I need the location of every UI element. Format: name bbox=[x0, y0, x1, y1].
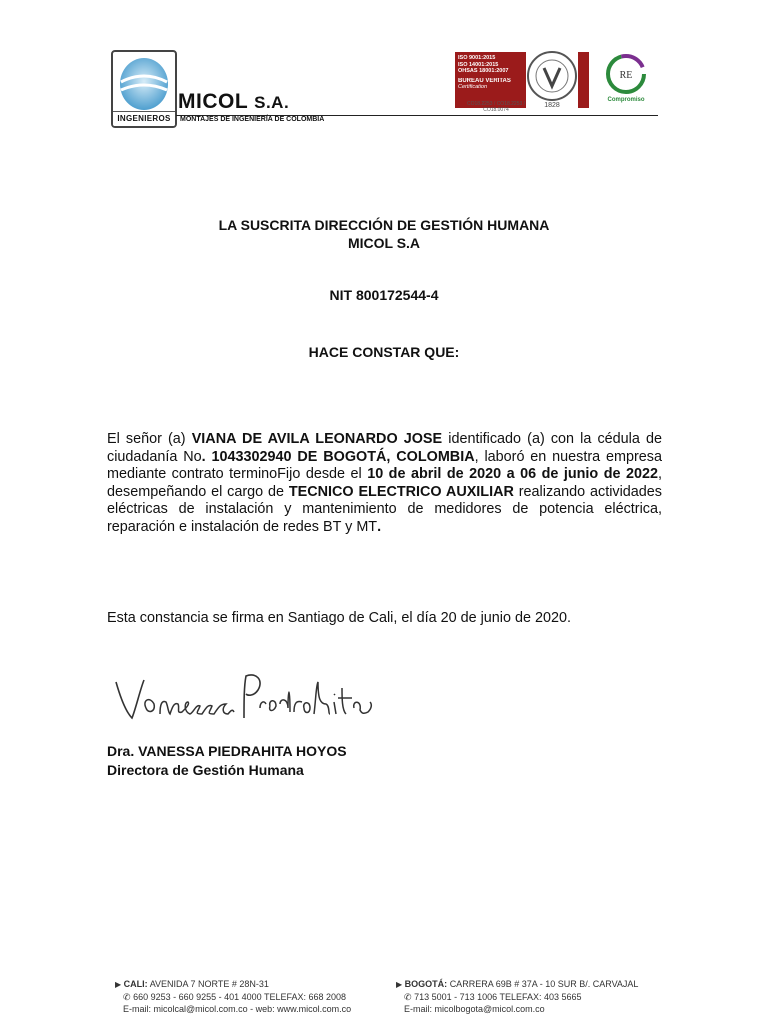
triangle-bullet-icon: ▶ bbox=[115, 980, 122, 989]
footer-cali bbox=[115, 978, 385, 1015]
handwritten-signature bbox=[110, 668, 380, 730]
document-subheading: MICOL S.A bbox=[347, 235, 421, 251]
company-logo bbox=[111, 50, 177, 128]
phone-icon: ✆ bbox=[123, 992, 131, 1002]
body-text: identificado (a) con la cédula de ciudadanía No bbox=[107, 431, 662, 465]
document-heading: LA SUSCRITA DIRECCIÓN DE GESTIÓN HUMANA bbox=[218, 217, 550, 233]
signer-title: Directora de Gestión Humana bbox=[107, 762, 304, 778]
certification-list bbox=[458, 55, 522, 91]
company-name-suffix: S.A. bbox=[254, 93, 290, 112]
footer-cali-address-line bbox=[115, 978, 385, 991]
footer-phones: 713 5001 - 713 1006 TELEFAX: 403 5665 bbox=[414, 992, 582, 1002]
footer-phones-line bbox=[115, 991, 385, 1003]
triangle-bullet-icon: ▶ bbox=[396, 980, 403, 989]
signer-name: Dra. VANESSA PIEDRAHITA HOYOS bbox=[107, 743, 347, 759]
footer-email: E-mail: micolcal@micol.com.co - web: www.micol.com.co bbox=[123, 1004, 352, 1014]
footer-address: CARRERA 69B # 37A - 10 SUR B/. CARVAJAL bbox=[449, 979, 639, 989]
re-label: Compromiso bbox=[607, 97, 645, 103]
footer-address: AVENIDA 7 NORTE # 28N-31 bbox=[149, 979, 269, 989]
cert-line: BUREAU VERITAS bbox=[458, 77, 511, 84]
footer-city: BOGOTÁ: bbox=[404, 979, 448, 989]
logo-caption: INGENIEROS bbox=[113, 111, 175, 126]
body-end: . bbox=[377, 518, 382, 535]
id-number: . 1043302940 DE BOGOTÁ, COLOMBIA bbox=[201, 448, 475, 465]
certification-reference: CO18.2253 / CO18.2253 / CO18.0074 bbox=[466, 101, 526, 113]
cert-line: OHSAS 18001:2007 bbox=[458, 68, 509, 74]
re-mark: RE bbox=[619, 70, 633, 81]
footer-bogota bbox=[396, 978, 656, 1015]
cert-line: Certification bbox=[458, 84, 488, 90]
closing-statement: Esta constancia se firma en Santiago de Cali, el día 20 de junio de 2020. bbox=[107, 610, 571, 626]
cert-line: ISO 14001:2015 bbox=[458, 61, 499, 68]
nit-number: NIT 800172544-4 bbox=[329, 287, 439, 303]
seal-year: 1828 bbox=[544, 102, 560, 109]
company-name-main: MICOL bbox=[178, 90, 248, 113]
body-text: , desempeñando el cargo de bbox=[107, 466, 662, 500]
bureau-veritas-seal-icon bbox=[526, 46, 578, 110]
body-text: , laboró en nuestra empresa mediante contrato terminoFijo desde el bbox=[107, 448, 662, 483]
footer-bogota-address-line bbox=[396, 978, 656, 991]
footer-email: E-mail: micolbogota@micol.com.co bbox=[404, 1004, 545, 1014]
company-name bbox=[178, 90, 289, 114]
phone-icon: ✆ bbox=[404, 992, 412, 1002]
signer-block bbox=[107, 742, 347, 780]
footer-phones-line bbox=[396, 991, 656, 1003]
employment-period: 10 de abril de 2020 a 06 de junio de 2022 bbox=[367, 466, 658, 483]
company-tagline: MONTAJES DE INGENIERÍA DE COLOMBIA bbox=[180, 116, 325, 123]
employee-name: VIANA DE AVILA LEONARDO JOSE bbox=[191, 431, 443, 447]
certifies-heading: HACE CONSTAR QUE: bbox=[308, 344, 460, 360]
footer-city: CALI: bbox=[123, 979, 148, 989]
cert-line: ISO 9001:2015 bbox=[458, 55, 496, 61]
body-text: El señor (a) bbox=[107, 431, 192, 447]
body-text: realizando actividades eléctricas de instalación y mantenimiento de medidores de potencia eléctrica, reparación e instalación de redes BT y MT bbox=[107, 483, 662, 535]
footer-phones: 660 9253 - 660 9255 - 401 4000 TELEFAX: 668 2008 bbox=[133, 992, 347, 1002]
job-position: TECNICO ELECTRICO AUXILIAR bbox=[288, 483, 514, 500]
certificate-body bbox=[107, 431, 662, 537]
